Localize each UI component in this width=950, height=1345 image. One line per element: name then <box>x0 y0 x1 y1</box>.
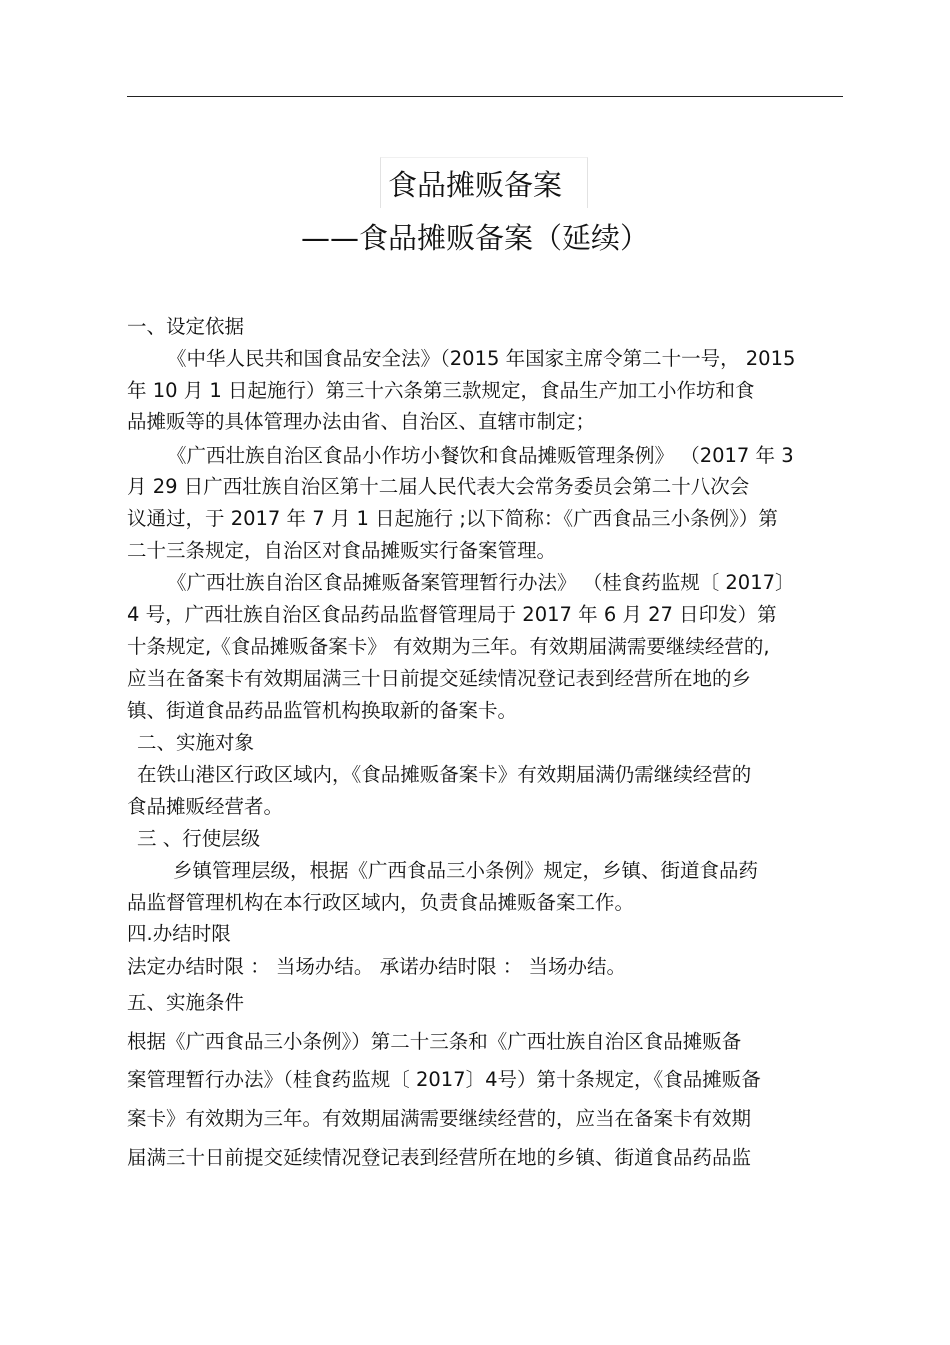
text-line: 法定办结时限 ： 当场办结。 承诺办结时限 ： 当场办结。 <box>127 955 626 978</box>
document-subtitle: ——食品摊贩备案（延续） <box>300 221 649 255</box>
text-line: 届满三十日前提交延续情况登记表到经营所在地的乡镇、街道食品药品监 <box>127 1146 752 1169</box>
text-line: 案卡》有效期为三年。有效期届满需要继续经营的，应当在备案卡有效期 <box>127 1107 752 1130</box>
header-rule <box>127 96 843 97</box>
text-line: 四.办结时限 <box>127 922 231 945</box>
document-title: 食品摊贩备案 <box>387 168 562 202</box>
text-line: 镇、街道食品药品监管机构换取新的备案卡。 <box>127 699 518 722</box>
text-line: 十条规定,《食品摊贩备案卡》 有效期为三年。有效期届满需要继续经营的, <box>127 635 770 658</box>
text-line: 二十三条规定，自治区对食品摊贩实行备案管理。 <box>127 539 557 562</box>
text-line: 品摊贩等的具体管理办法由省、自治区、直辖市制定； <box>127 410 596 433</box>
text-line: 三 、行使层级 <box>137 827 261 850</box>
text-line: 议通过，于 2017 年 7 月 1 日起施行 ;以下简称：《广西食品三小条例》）第 <box>127 507 778 530</box>
text-line: 《中华人民共和国食品安全法》（2015 年国家主席令第二十一号， 2015 <box>167 347 796 370</box>
text-line: 五、实施条件 <box>127 991 245 1014</box>
text-line: 根据《广西食品三小条例》）第二十三条和《广西壮族自治区食品摊贩备 <box>127 1030 742 1053</box>
text-line: 应当在备案卡有效期届满三十日前提交延续情况登记表到经营所在地的乡 <box>127 667 752 690</box>
text-line: 月 29 日广西壮族自治区第十二届人民代表大会常务委员会第二十八次会 <box>127 475 750 498</box>
text-line: 乡镇管理层级，根据《广西食品三小条例》规定，乡镇、街道食品药 <box>173 859 759 882</box>
text-line: 《广西壮族自治区食品小作坊小餐饮和食品摊贩管理条例》 （2017 年 3 <box>167 444 794 467</box>
text-line: 《广西壮族自治区食品摊贩备案管理暂行办法》 （桂食药监规〔 2017〕 <box>167 571 795 594</box>
text-line: 品监督管理机构在本行政区域内，负责食品摊贩备案工作。 <box>127 891 635 914</box>
text-line: 一、设定依据 <box>127 315 245 338</box>
text-line: 4 号，广西壮族自治区食品药品监督管理局于 2017 年 6 月 27 日印发）第 <box>127 603 777 626</box>
text-line: 二、实施对象 <box>137 731 255 754</box>
text-line: 年 10 月 1 日起施行）第三十六条第三款规定，食品生产加工小作坊和食 <box>127 379 755 402</box>
text-line: 食品摊贩经营者。 <box>127 795 284 818</box>
text-line: 案管理暂行办法》（桂食药监规〔 2017〕4号）第十条规定，《食品摊贩备 <box>127 1068 761 1091</box>
text-line: 在铁山港区行政区域内，《食品摊贩备案卡》有效期届满仍需继续经营的 <box>137 763 752 786</box>
